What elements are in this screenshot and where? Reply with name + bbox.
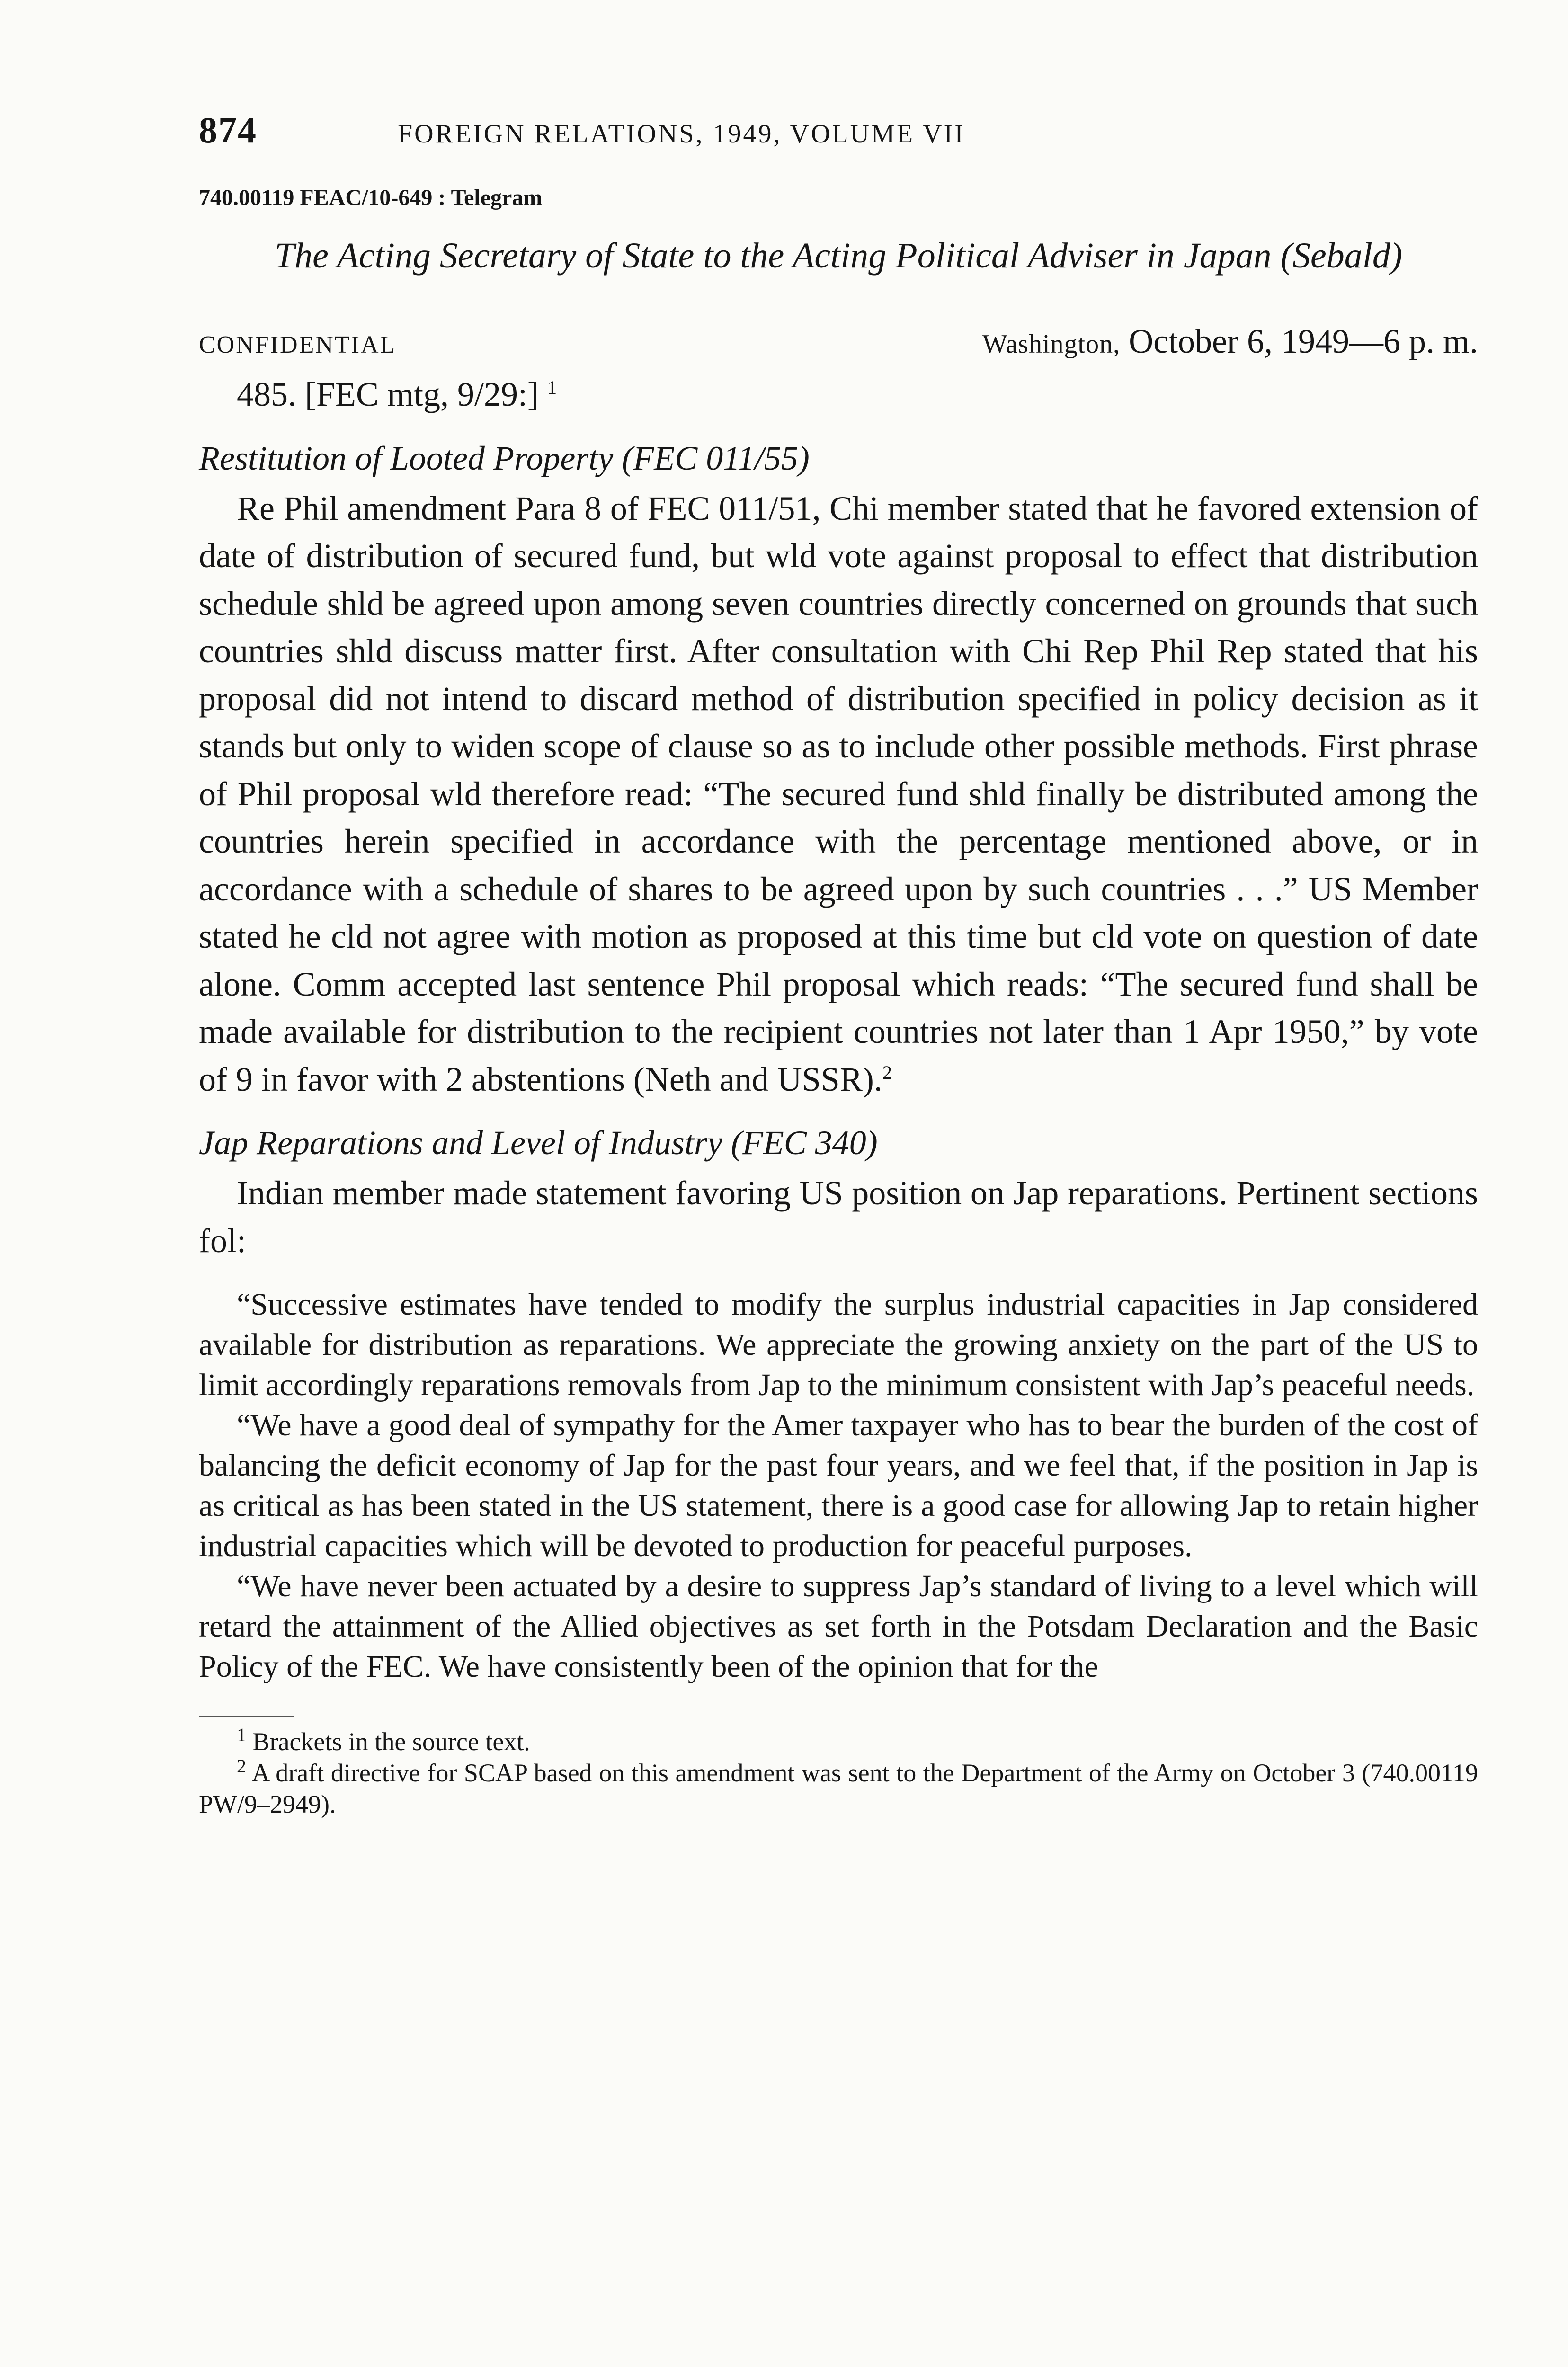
dateline xyxy=(982,322,1478,361)
dateline-row xyxy=(199,322,1478,361)
running-title: FOREIGN RELATIONS, 1949, VOLUME VII xyxy=(398,119,965,149)
section-heading-restitution: Restitution of Looted Property (FEC 011/55) xyxy=(199,439,810,477)
paragraph-reparations: Indian member made statement favoring US position on Jap reparations. Pertinent sections fol: xyxy=(199,1174,1478,1260)
document-title: The Acting Secretary of State to the Acting Political Adviser in Japan (Sebald) xyxy=(274,236,1403,276)
footnotes xyxy=(199,1726,1478,1820)
opening-text: 485. [FEC mtg, 9/29:] xyxy=(237,375,539,413)
footnote-1-mark: 1 xyxy=(237,1724,246,1745)
footnote-1-text: Brackets in the source text. xyxy=(252,1727,530,1756)
quote-paragraph-3: “We have never been actuated by a desire to suppress Jap’s standard of living to a level which will retard the attainment of the Allied objectives as set forth in the Potsdam Declaration and the Basic Policy of the FEC. We have consistently been of the opinion that for the xyxy=(199,1569,1478,1684)
file-reference: 740.00119 FEAC/10-649 : Telegram xyxy=(199,185,543,210)
quote-paragraph-1: “Successive estimates have tended to modify the surplus industrial capacities in Jap considered available for distribution as reparations. We appreciate the growing anxiety on the part of the US to limit accordingly reparations removals from Jap to the minimum consistent with Jap’s peaceful needs. xyxy=(199,1287,1478,1402)
dateline-place: Washington, xyxy=(982,329,1121,359)
running-head xyxy=(199,109,1478,151)
opening-line xyxy=(199,371,1478,418)
footnote-ref-1: 1 xyxy=(547,377,557,398)
footnote-rule xyxy=(199,1716,294,1717)
dateline-date: October 6, 1949—6 p. m. xyxy=(1129,322,1478,360)
section-heading-reparations: Jap Reparations and Level of Industry (FEC 340) xyxy=(199,1124,878,1162)
block-quote xyxy=(199,1284,1478,1687)
paragraph-restitution-text: Re Phil amendment Para 8 of FEC 011/51, Chi member stated that he favored extension of date of distribution of secured fund, but wld vote against proposal to effect that distribution schedule shld be agreed upon among seven countries directly concerned on grounds that such countries shld discuss matter first. After consultation with Chi Rep Phil Rep stated that his proposal did not intend to discard method of distribution specified in policy decision as it stands but only to widen scope of clause so as to include other possible methods. First phrase of Phil proposal wld therefore read: “The secured fund shld finally be distributed among the countries herein specified in accordance with the percentage mentioned above, or in accordance with a schedule of shares to be agreed upon by such countries . . .” US Member stated he cld not agree with motion as proposed at this time but cld vote on question of date alone. Comm accepted last sentence Phil proposal which reads: “The secured fund shall be made available for distribution to the recipient countries not later than 1 Apr 1950,” by vote of 9 in favor with 2 abstentions (Neth and USSR). xyxy=(199,489,1478,1098)
classification: CONFIDENTIAL xyxy=(199,331,397,358)
footnote-ref-2: 2 xyxy=(882,1061,892,1083)
footnote-2-mark: 2 xyxy=(237,1755,246,1777)
quote-paragraph-2: “We have a good deal of sympathy for the Amer taxpayer who has to bear the burden of the cost of balancing the deficit economy of Jap for the past four years, and we feel that, if the position in Jap is as critical as has been stated in the US statement, there is a good case for allowing Jap to retain higher industrial capacities which will be devoted to production for peaceful purposes. xyxy=(199,1408,1478,1563)
footnote-2 xyxy=(199,1757,1478,1820)
page-number: 874 xyxy=(199,109,257,151)
paragraph-restitution xyxy=(199,485,1478,1103)
footnote-2-text: A draft directive for SCAP based on this amendment was sent to the Department of the Army on October 3 (740.00119 PW/9–2949). xyxy=(199,1759,1478,1818)
body-text xyxy=(199,371,1478,1264)
footnote-1 xyxy=(199,1726,1478,1757)
